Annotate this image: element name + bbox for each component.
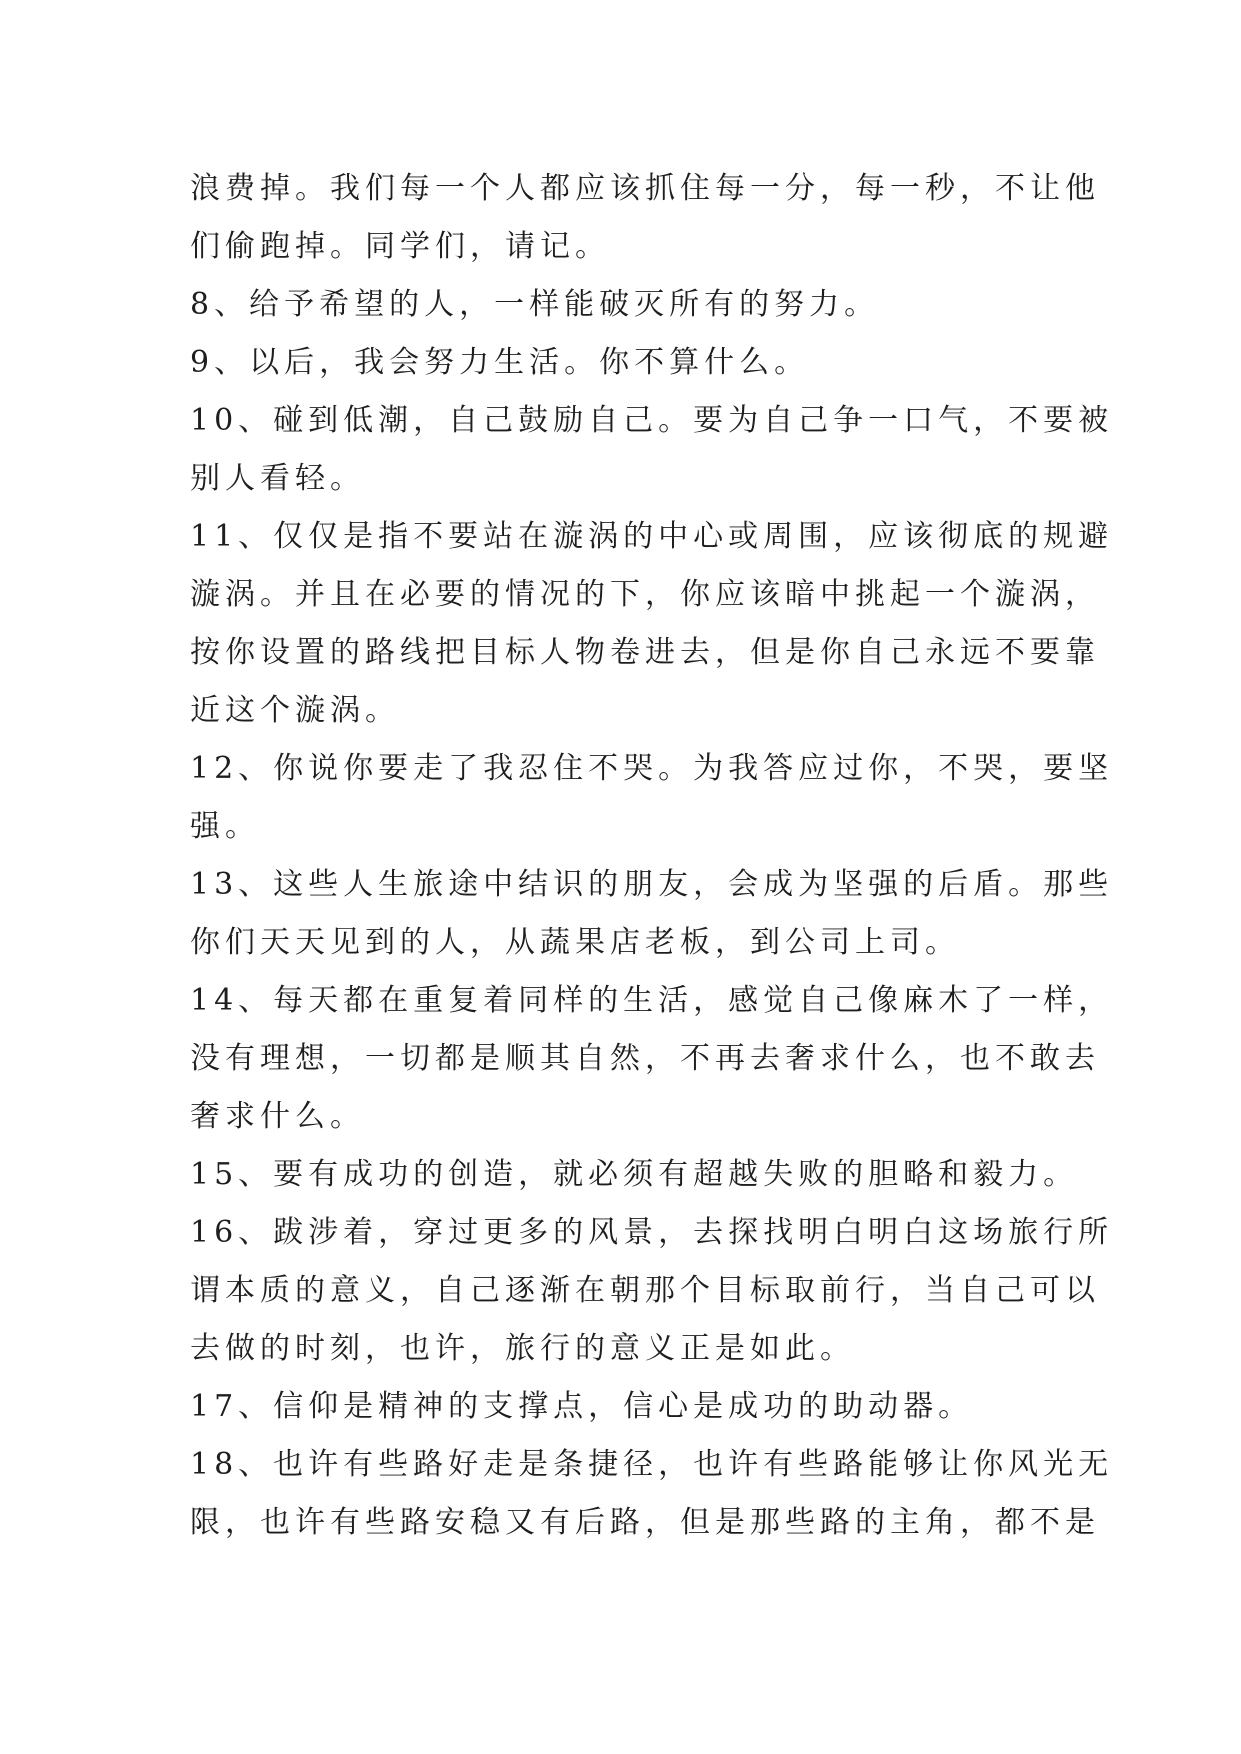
text-line: 14、每天都在重复着同样的生活，感觉自己像麻木了一样，: [190, 983, 1114, 1018]
text-line: 11、仅仅是指不要站在漩涡的中心或周围，应该彻底的规避: [190, 519, 1114, 554]
text-line: 8、给予希望的人，一样能破灭所有的努力。: [190, 287, 880, 322]
document-body: [190, 160, 1114, 1552]
text-line: 按你设置的路线把目标人物卷进去，但是你自己永远不要靠: [190, 635, 1100, 670]
text-line: 近这个漩涡。: [190, 693, 400, 728]
text-line: 们偷跑掉。同学们，请记。: [190, 229, 610, 264]
text-line: 9、以后，我会努力生活。你不算什么。: [190, 345, 810, 380]
text-line: 强。: [190, 809, 260, 844]
text-line: 浪费掉。我们每一个人都应该抓住每一分，每一秒，不让他: [190, 171, 1100, 206]
text-line: 15、要有成功的创造，就必须有超越失败的胆略和毅力。: [190, 1157, 1079, 1192]
text-line: 12、你说你要走了我忍住不哭。为我答应过你，不哭，要坚: [190, 751, 1114, 786]
text-line: 13、这些人生旅途中结识的朋友，会成为坚强的后盾。那些: [190, 867, 1114, 902]
text-line: 去做的时刻，也许，旅行的意义正是如此。: [190, 1331, 855, 1366]
text-line: 16、跋涉着，穿过更多的风景，去探找明白明白这场旅行所: [190, 1215, 1114, 1250]
text-line: 别人看轻。: [190, 461, 365, 496]
text-line: 17、信仰是精神的支撑点，信心是成功的助动器。: [190, 1389, 974, 1424]
text-line: 18、也许有些路好走是条捷径，也许有些路能够让你风光无: [190, 1447, 1114, 1482]
text-line: 10、碰到低潮，自己鼓励自己。要为自己争一口气，不要被: [190, 403, 1114, 438]
text-line: 谓本质的意义，自己逐渐在朝那个目标取前行，当自己可以: [190, 1273, 1100, 1308]
text-line: 奢求什么。: [190, 1099, 365, 1134]
text-line: 你们天天见到的人，从蔬果店老板，到公司上司。: [190, 925, 960, 960]
text-line: 限，也许有些路安稳又有后路，但是那些路的主角，都不是: [190, 1505, 1100, 1540]
text-line: 漩涡。并且在必要的情况的下，你应该暗中挑起一个漩涡，: [190, 577, 1100, 612]
text-line: 没有理想，一切都是顺其自然，不再去奢求什么，也不敢去: [190, 1041, 1100, 1076]
